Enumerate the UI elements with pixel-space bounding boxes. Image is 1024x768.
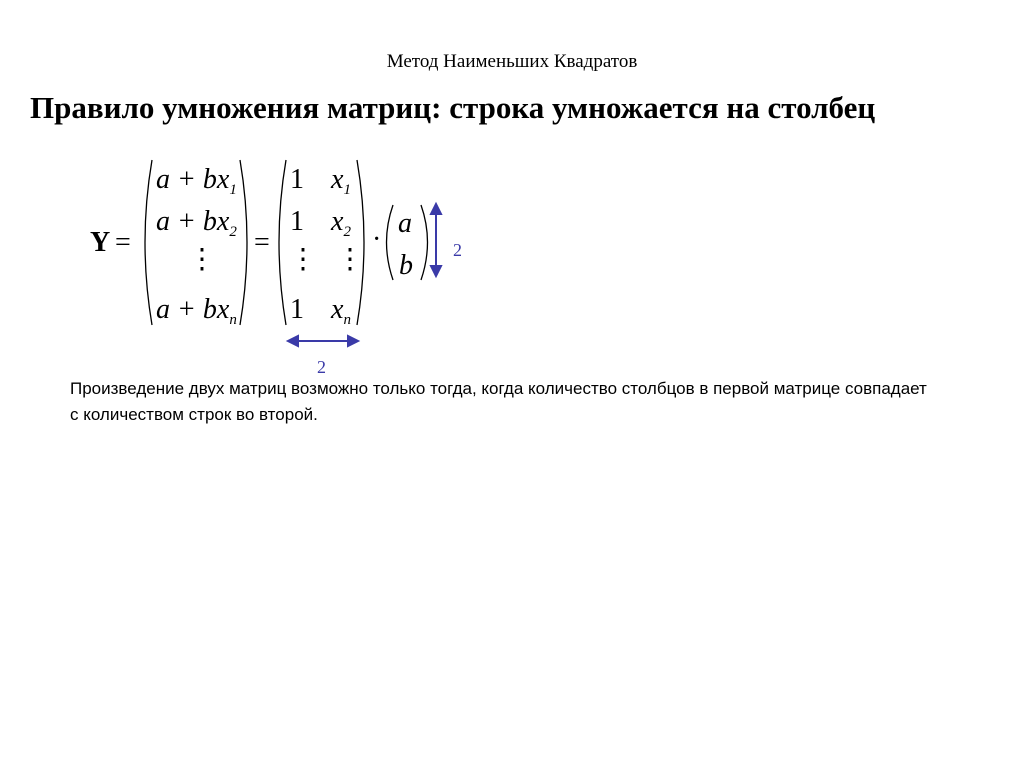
x-r4c2: $x_n$ bbox=[331, 294, 351, 328]
columns-arrow-head-left bbox=[288, 336, 298, 346]
x-r4c1: 1 bbox=[290, 294, 304, 325]
b-row-1: a bbox=[398, 208, 412, 239]
rows-count-label: 2 bbox=[453, 240, 462, 260]
slide-title: Правило умножения матриц: строка умножается на столбец bbox=[30, 90, 876, 125]
y-row-2: $a + bx_2$ bbox=[156, 206, 237, 240]
x-r2c1: 1 bbox=[290, 206, 304, 237]
paren-left-b bbox=[387, 205, 394, 280]
paren-right-x bbox=[357, 160, 364, 325]
x-r3c2-vdots: ⋮ bbox=[336, 244, 364, 275]
x-r2c2: $x_2$ bbox=[331, 206, 351, 240]
b-row-2: b bbox=[399, 250, 413, 281]
rows-arrow-head-up bbox=[431, 204, 441, 214]
paren-left-x bbox=[279, 160, 286, 325]
y-row-n: $a + bx_n$ bbox=[156, 294, 237, 328]
paren-right-b bbox=[421, 205, 428, 280]
multiplication-dot: · bbox=[372, 224, 382, 255]
slide-header: Метод Наименьших Квадратов bbox=[386, 51, 638, 72]
x-r1c2: $x_1$ bbox=[331, 164, 351, 198]
equals-sign-1: = bbox=[115, 227, 131, 258]
y-row-1: $a + bx_1$ bbox=[156, 164, 237, 198]
explanation-text: Произведение двух матриц возможно только тогда, когда количество столбцов в первой матрице совпадает с количеством строк во второй. bbox=[70, 379, 927, 425]
x-r1c1: 1 bbox=[290, 164, 304, 195]
paren-right-y bbox=[240, 160, 247, 325]
y-row-3-vdots: ⋮ bbox=[188, 244, 216, 275]
rows-arrow-head-down bbox=[431, 266, 441, 276]
columns-arrow-head-right bbox=[348, 336, 358, 346]
equals-sign-2: = bbox=[254, 227, 270, 258]
columns-count-label: 2 bbox=[317, 357, 326, 377]
paren-left-y bbox=[145, 160, 152, 325]
lhs-symbol: Y bbox=[90, 227, 111, 258]
x-r3c1-vdots: ⋮ bbox=[289, 244, 317, 275]
